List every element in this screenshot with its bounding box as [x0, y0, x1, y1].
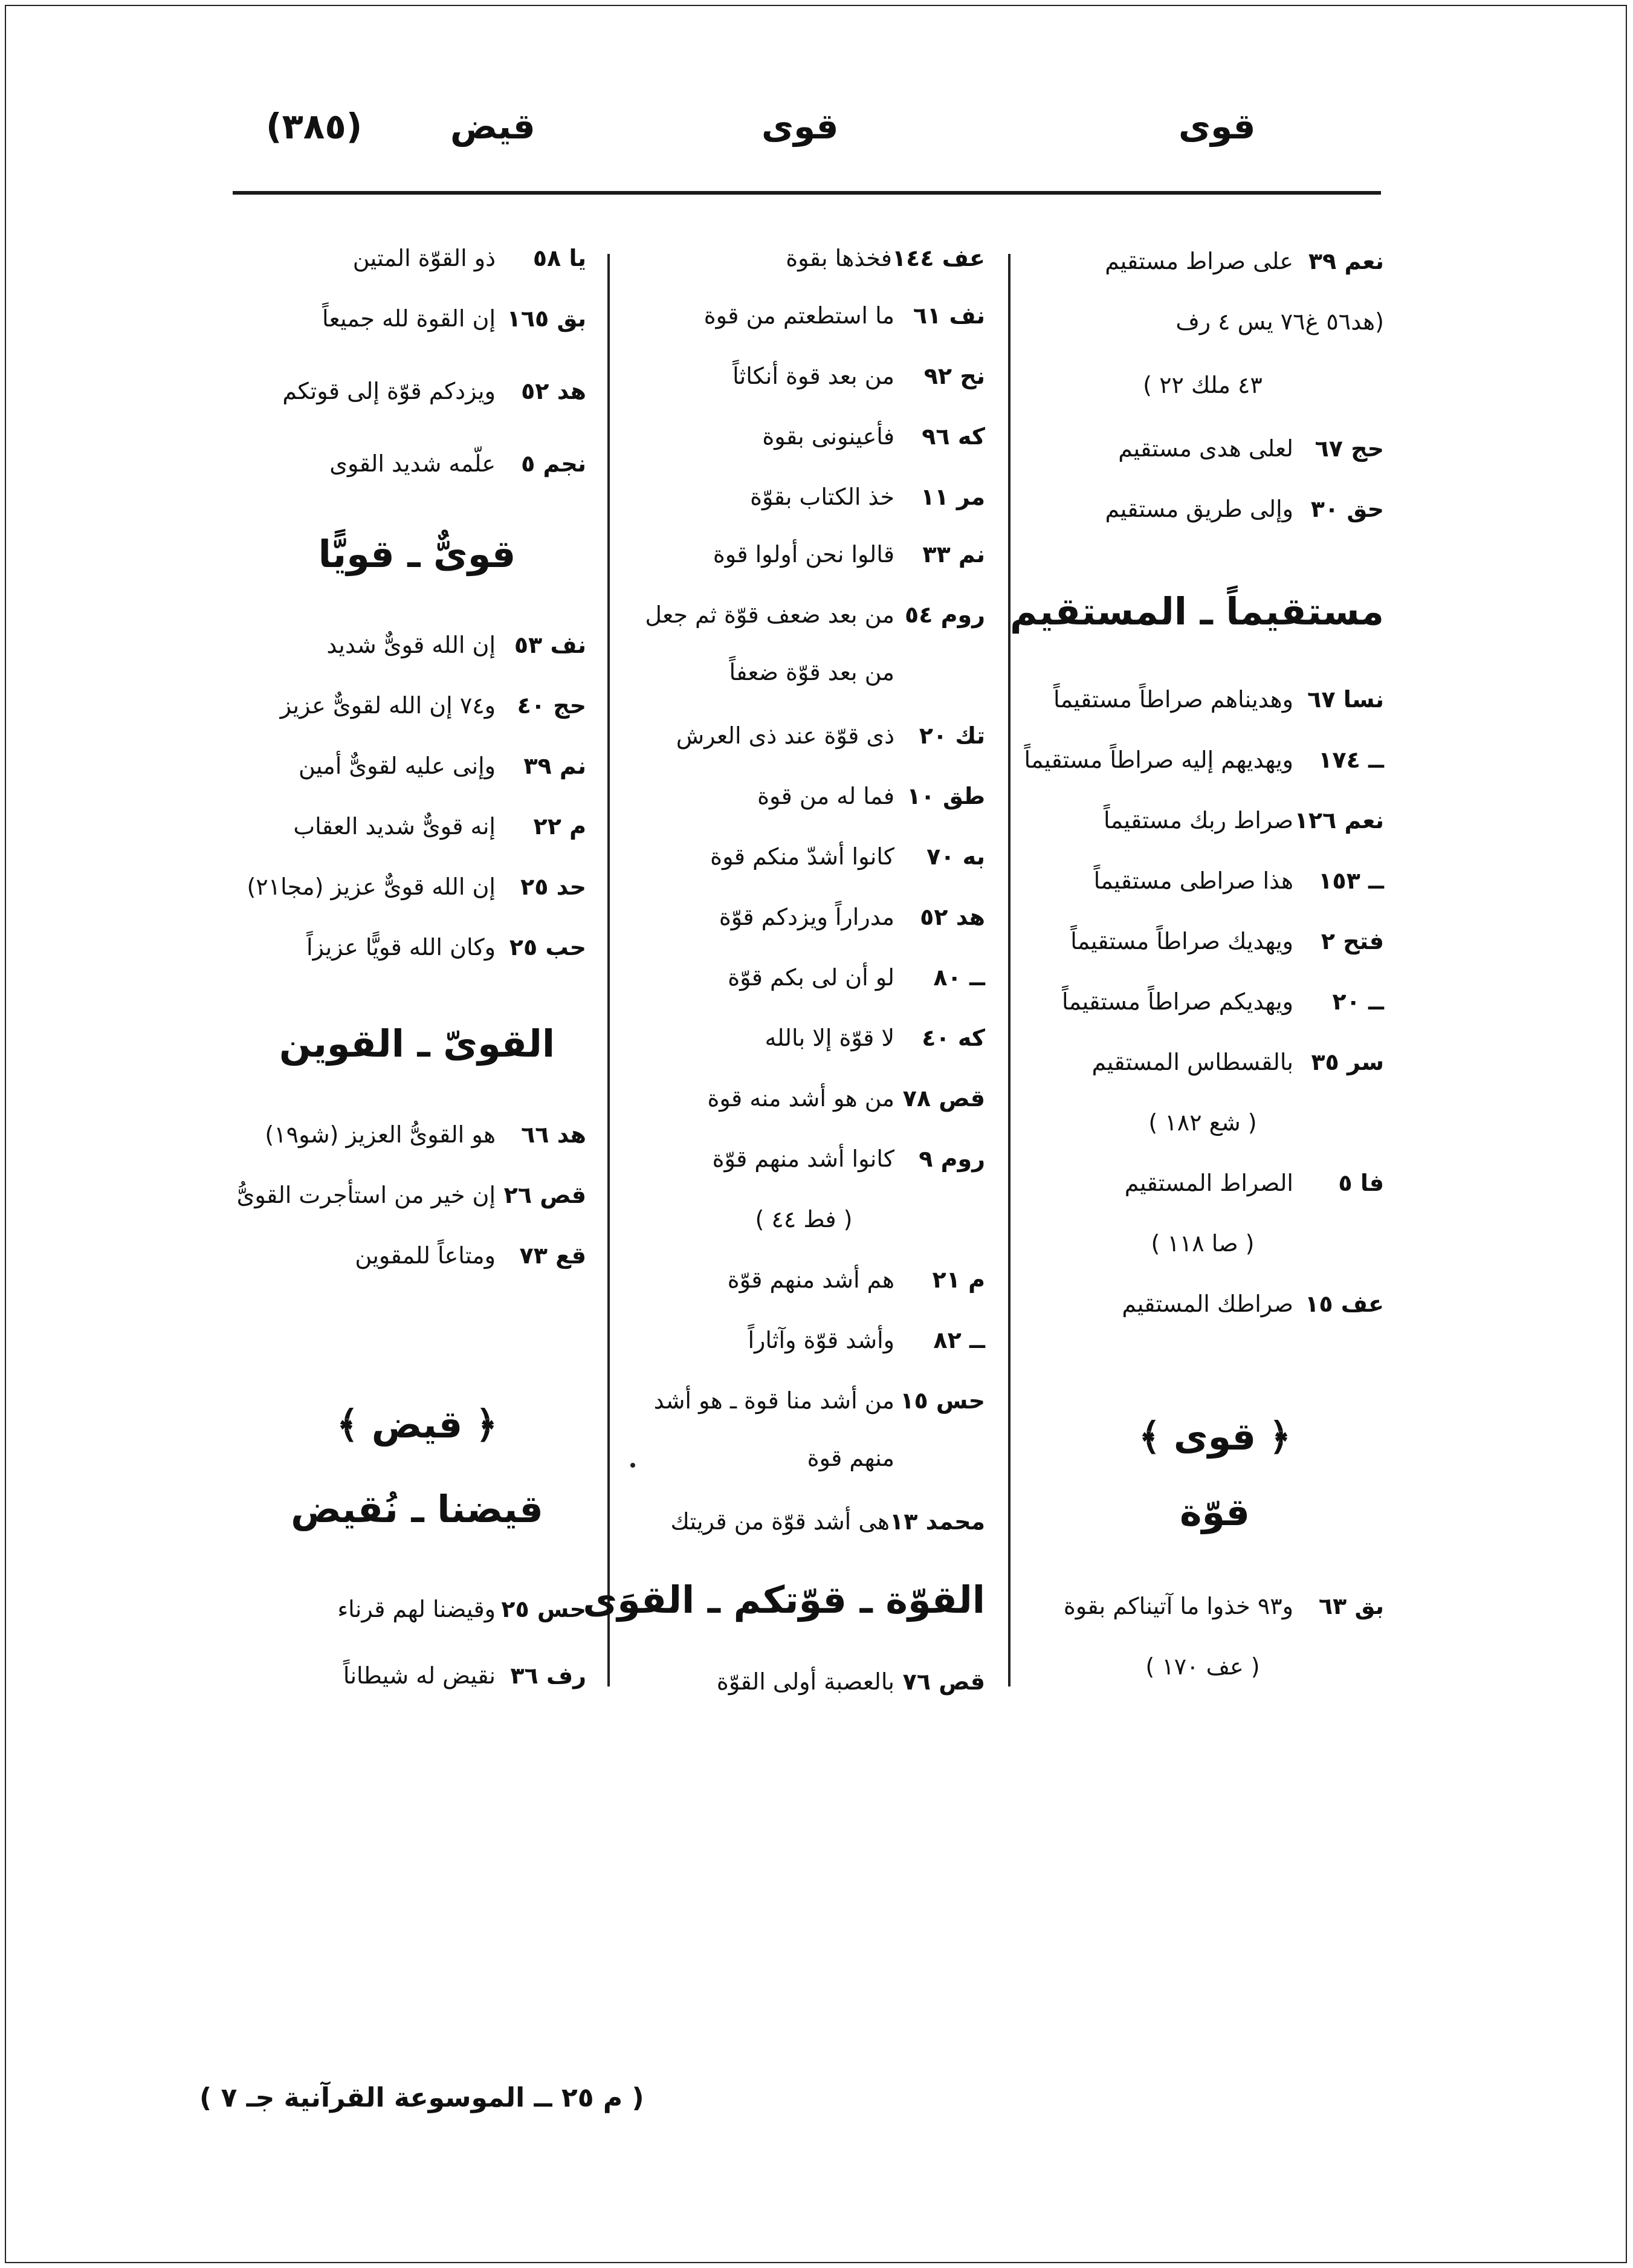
entry: نف ٦١ما استطعتم من قوة [703, 302, 985, 329]
entry: منهم قوة [807, 1445, 894, 1471]
entry: (هد٥٦ غ٧٦ يس ٤ رف [1175, 308, 1384, 335]
entry: ( عف ١٧٠ ) [1145, 1653, 1260, 1680]
entry: يا ٥٨ذو القوّة المتين [352, 245, 586, 271]
center-column [583, 242, 985, 1695]
section-heading: قوّة [1179, 1490, 1250, 1534]
entry: قص ٢٦إن خير من استأجرت القوىُّ [236, 1182, 586, 1208]
page-number: (٣٨٥) [266, 106, 363, 147]
entry: عف ١٤٤فخذها بقوة [786, 245, 985, 271]
entry: كه ٤٠لا قوّة إلا بالله [765, 1025, 985, 1051]
entry: نم ٣٩وإنى عليه لقوىٌّ أمين [299, 753, 586, 779]
entry: ( فط ٤٤ ) [755, 1206, 853, 1233]
entry: نف ٥٣إن الله قوىٌّ شديد [326, 632, 586, 658]
entry: نم ٣٣قالوا نحن أولوا قوة [713, 541, 985, 568]
section-heading: القوّة ـ قوّتكم ـ القوَى [583, 1578, 985, 1622]
entry: ( شع ١٨٢ ) [1148, 1109, 1257, 1136]
entry: حق ٣٠وإلى طريق مستقيم [1105, 496, 1384, 522]
header-right-word: قوى [1179, 106, 1256, 147]
section-heading: ﴿ قيض ﴾ [336, 1402, 498, 1447]
entry: ــ ٨٢وأشد قوّة وآثاراً [748, 1327, 985, 1353]
entry: نجم ٥علّمه شديد القوى [329, 450, 586, 477]
entry: قع ٧٣ومتاعاً للمقوين [355, 1242, 586, 1269]
entry: عف ١٥صراطك المستقيم [1122, 1291, 1384, 1317]
entry: رف ٣٦نقيض له شيطاناً [343, 1662, 586, 1689]
entry: قص ٧٨من هو أشد منه قوة [707, 1085, 985, 1112]
footer-note: ( م ٢٥ ــ الموسوعة القرآنية جـ ٧ ) [199, 2082, 644, 2113]
entry: نعم ٣٩على صراط مستقيم [1105, 248, 1384, 274]
left-column [236, 242, 586, 1693]
stray-mark [630, 1463, 635, 1468]
entry: حب ٢٥وكان الله قويًّا عزيزاً [306, 934, 586, 961]
entry: كه ٩٦فأعينونى بقوة [762, 423, 985, 450]
right-column [1010, 245, 1384, 1696]
entry: نعم ١٢٦صراط ربك مستقيماً [1103, 807, 1384, 834]
entry: روم ٥٤من بعد ضعف قوّة ثم جعل [645, 601, 985, 628]
entry: سر ٣٥بالقسطاس المستقيم [1091, 1049, 1384, 1075]
entry: حس ١٥من أشد منا قوة ـ هو أشد [653, 1387, 985, 1414]
section-heading: القوىّ ـ القوين [279, 1022, 555, 1066]
entry: ــ ١٧٤ويهديهم إليه صراطاً مستقيماً [1024, 747, 1384, 773]
entry: ــ ٨٠لو أن لى بكم قوّة [728, 964, 985, 991]
entry: هد ٥٢ويزدكم قوّة إلى قوتكم [282, 378, 586, 404]
entry: مر ١١خذ الكتاب بقوّة [750, 484, 985, 510]
column-divider [1008, 254, 1011, 1686]
entry: نسا ٦٧وهديناهم صراطاً مستقيماً [1053, 686, 1384, 713]
section-heading: ﴿ قوى ﴾ [1138, 1414, 1292, 1459]
column-divider [607, 254, 610, 1686]
section-heading: قيضنا ـ نُقيض [291, 1487, 543, 1531]
entry: قص ٧٦بالعصبة أولى القوّة [716, 1668, 985, 1695]
entry: ــ ٢٠ويهديكم صراطاً مستقيماً [1062, 988, 1384, 1015]
entry: ( صا ١١٨ ) [1151, 1230, 1255, 1257]
entry: م ٢١هم أشد منهم قوّة [727, 1266, 985, 1293]
entry: طق ١٠فما له من قوة [757, 783, 985, 809]
entry: هد ٦٦هو القوىُّ العزيز (شو١٩) [265, 1121, 586, 1148]
entry: ــ ١٥٣هذا صراطى مستقيماً [1093, 867, 1384, 894]
entry: من بعد قوّة ضعفاً [729, 659, 894, 685]
section-heading: قوىٌّ ـ قويًّا [318, 532, 516, 576]
header-rule [233, 191, 1381, 195]
entry: هد ٥٢مدراراً ويزدكم قوّة [719, 904, 985, 930]
entry: نح ٩٢من بعد قوة أنكاثاً [732, 363, 985, 389]
header-center-word: قوى [762, 106, 839, 147]
entry: حد ٢٥إن الله قوىٌّ عزيز (مجا٢١) [247, 873, 586, 900]
entry: بق ١٦٥إن القوة لله جميعاً [322, 305, 586, 332]
entry: روم ٩كانوا أشد منهم قوّة [712, 1145, 985, 1172]
section-heading: مستقيماً ـ المستقيم [1010, 589, 1384, 633]
entry: به ٧٠كانوا أشدّ منكم قوة [710, 843, 985, 870]
entry: بق ٦٣و٩٣ خذوا ما آتيناكم بقوة [1063, 1593, 1384, 1619]
entry: حس ٢٥وقيضنا لهم قرناء [337, 1596, 586, 1622]
entry: ٤٣ ملك ٢٢ ) [1143, 372, 1263, 398]
entry: تك ٢٠ذى قوّة عند ذى العرش [676, 722, 985, 749]
entry: محمد ١٣هى أشد قوّة من قريتك [670, 1508, 985, 1535]
entry: حج ٤٠و٧٤ إن الله لقوىٌّ عزيز [280, 692, 586, 719]
entry: فا ٥الصراط المستقيم [1124, 1170, 1384, 1196]
header-left-word: قيض [450, 106, 535, 147]
entry: حج ٦٧لعلى هدى مستقيم [1118, 435, 1384, 462]
entry: فتح ٢ويهديك صراطاً مستقيماً [1070, 928, 1384, 954]
entry: م ٢٢إنه قوىٌّ شديد العقاب [293, 813, 586, 840]
